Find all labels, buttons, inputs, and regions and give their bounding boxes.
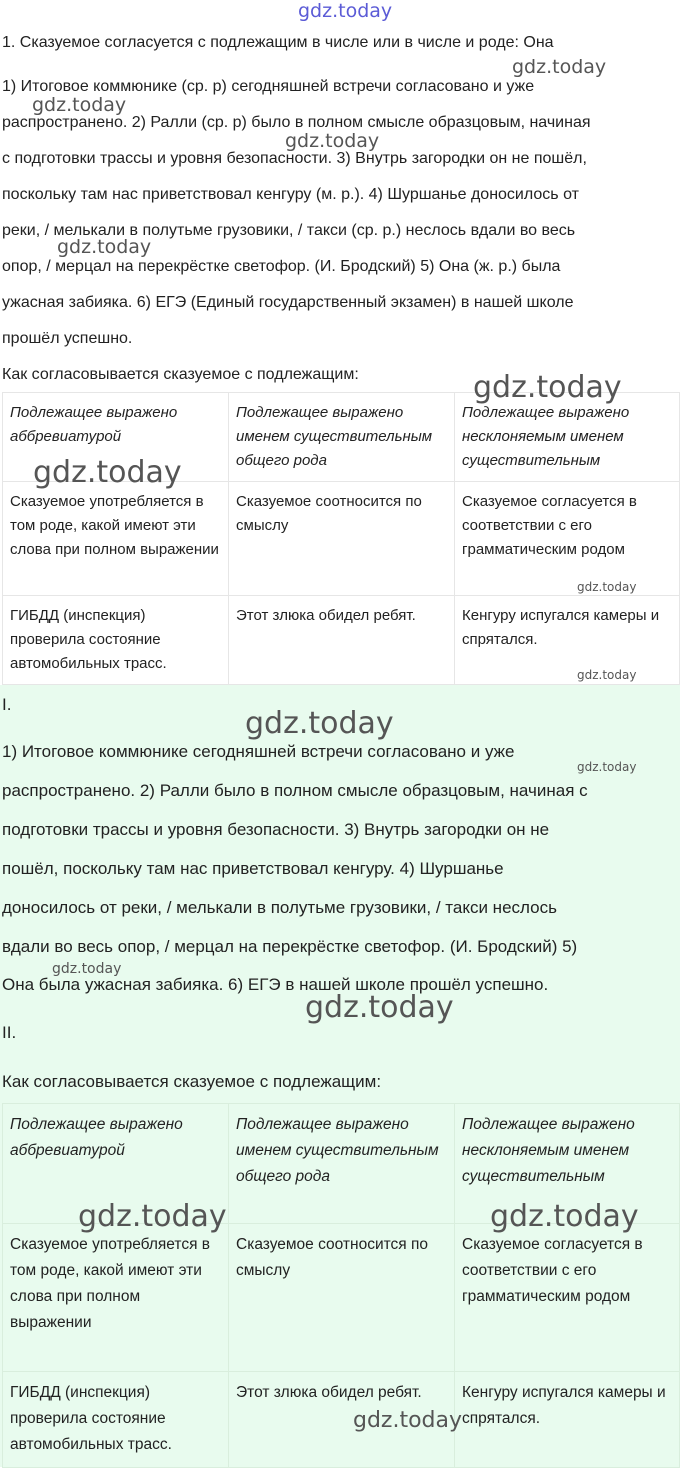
watermark: gdz.today [32, 94, 127, 116]
table-cell: Сказуемое согласуется в соответствии с его грамматическим родом [455, 1224, 680, 1372]
table-cell: Сказуемое соотносится по смыслу [229, 1224, 455, 1372]
text-line: подготовки трассы и уровня безопасности. 3) Внутрь загородки он не [2, 820, 550, 839]
text-line: опор, / мерцал на перекрёстке светофор. (И. Бродский) 5) Она (ж. р.) была [2, 258, 561, 275]
table-cell: Кенгуру испугался камеры и спрятался. [455, 596, 680, 685]
watermark: gdz.today [33, 455, 182, 490]
text-line: вдали во весь опор, / мерцал на перекрёстке светофор. (И. Бродский) 5) [2, 937, 578, 956]
watermark: gdz.today [52, 961, 122, 977]
table-cell: Сказуемое согласуется в соответствии с его грамматическим родом [455, 482, 680, 596]
header-cell: Подлежащее выражено несклоняемым именем существительным [455, 1104, 680, 1224]
watermark: gdz.today [78, 1199, 227, 1234]
header-cell: Подлежащее выражено аббревиатурой [3, 393, 229, 482]
watermark: gdz.today [245, 706, 394, 741]
watermark: gdz.today [305, 990, 454, 1025]
table-cell: Сказуемое употребляется в том роде, какой имеют эти слова при полном выражении [3, 1224, 229, 1372]
text-line: 1) Итоговое коммюнике сегодняшней встречи согласовано и уже [2, 742, 515, 761]
watermark: gdz.today [298, 0, 393, 22]
text-line: распространено. 2) Ралли было в полном смысле образцовым, начиная с [2, 781, 588, 800]
table-row [3, 482, 680, 596]
text-line: ужасная забияка. 6) ЕГЭ (Единый государственный экзамен) в нашей школе [2, 294, 574, 311]
watermark: gdz.today [490, 1199, 639, 1234]
watermark: gdz.today [512, 56, 607, 78]
agreement-table [2, 1103, 680, 1468]
text-line: распространено. 2) Ралли (ср. р) было в полном смысле образцовым, начиная [2, 114, 591, 131]
section-label: I. [2, 695, 12, 714]
highlighted-answer-section [0, 685, 680, 1467]
watermark: gdz.today [473, 370, 622, 405]
table-cell: Сказуемое употребляется в том роде, какой имеют эти слова при полном выражении [3, 482, 229, 596]
text-line: поскольку там нас приветствовал кенгуру (м. р.). 4) Шуршанье доносилось от [2, 186, 579, 203]
table-row [3, 1224, 680, 1372]
text-line: с подготовки трассы и уровня безопасности. 3) Внутрь загородки он не пошёл, [2, 150, 587, 167]
table-cell: Сказуемое соотносится по смыслу [229, 482, 455, 596]
text-line: доносилось от реки, / мелькали в полутьме грузовики, / такси неслось [2, 898, 557, 917]
table-cell: Этот злюка обидел ребят. [229, 596, 455, 685]
header-cell: Подлежащее выражено аббревиатурой [3, 1104, 229, 1224]
table-cell: ГИБДД (инспекция) проверила состояние автомобильных трасс. [3, 1372, 229, 1468]
table-row [3, 1372, 680, 1468]
header-cell: Подлежащее выражено несклоняемым именем существительным [455, 393, 680, 482]
watermark: gdz.today [577, 580, 637, 594]
table-cell: Этот злюка обидел ребят. [229, 1372, 455, 1468]
table-caption: Как согласовывается сказуемое с подлежащим: [2, 366, 359, 383]
text-line: реки, / мелькали в полутьме грузовики, / такси (ср. р.) неслось вдали во весь [2, 222, 576, 239]
table-cell: ГИБДД (инспекция) проверила состояние автомобильных трасс. [3, 596, 229, 685]
text-line: 1) Итоговое коммюнике (ср. р) сегодняшней встречи согласовано и уже [2, 78, 535, 95]
section-label: II. [2, 1023, 17, 1042]
watermark: gdz.today [353, 1408, 463, 1433]
watermark: gdz.today [285, 130, 380, 152]
watermark: gdz.today [577, 760, 637, 774]
table-caption: Как согласовывается сказуемое с подлежащим: [2, 1072, 382, 1091]
text-line: пошёл, поскольку там нас приветствовал кенгуру. 4) Шуршанье [2, 859, 504, 878]
table-cell: Кенгуру испугался камеры и спрятался. [455, 1372, 680, 1468]
text-line: прошёл успешно. [2, 330, 133, 347]
watermark: gdz.today [577, 668, 637, 682]
header-cell: Подлежащее выражено именем существительным общего рода [229, 393, 455, 482]
agreement-table [2, 392, 680, 685]
header-cell: Подлежащее выражено именем существительным общего рода [229, 1104, 455, 1224]
text-line: 1. Сказуемое согласуется с подлежащим в числе или в числе и роде: Она [2, 34, 554, 51]
watermark: gdz.today [57, 236, 152, 258]
text-line: Она была ужасная забияка. 6) ЕГЭ в нашей школе прошёл успешно. [2, 975, 549, 994]
